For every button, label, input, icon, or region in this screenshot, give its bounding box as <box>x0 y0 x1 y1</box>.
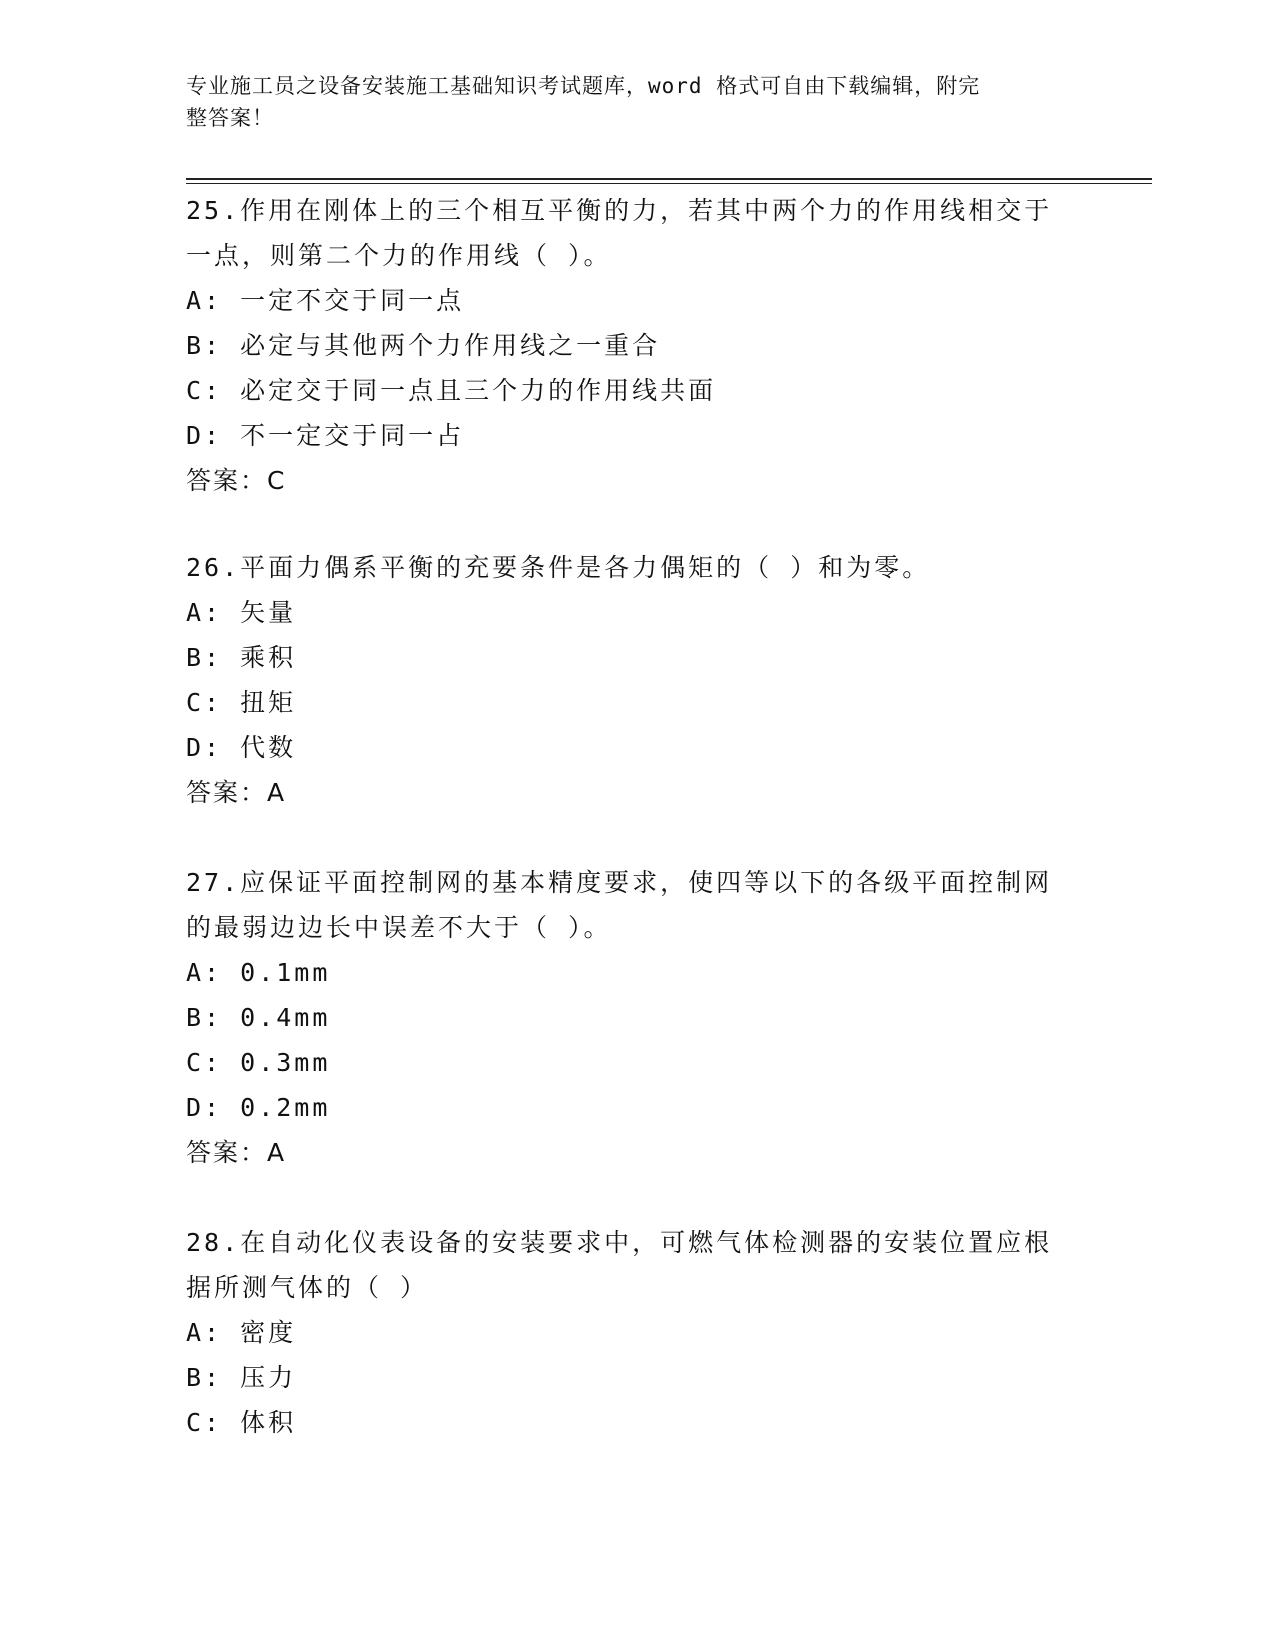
option-a: A: 一定不交于同一点 <box>186 286 465 315</box>
option-b: B: 乘积 <box>186 643 297 672</box>
option-d: D: 代数 <box>186 733 297 762</box>
question-stem-line-1: 26.平面力偶系平衡的充要条件是各力偶矩的（ ）和为零。 <box>186 553 931 582</box>
question-25 <box>186 188 1086 503</box>
option-b: B: 必定与其他两个力作用线之一重合 <box>186 331 661 360</box>
question-stem-line-2: 据所测气体的（ ） <box>186 1273 429 1302</box>
option-a: A: 0.1mm <box>186 958 331 987</box>
answer: 答案：A <box>186 1138 287 1167</box>
question-28 <box>186 1220 1086 1445</box>
question-stem-line-1: 27.应保证平面控制网的基本精度要求，使四等以下的各级平面控制网 <box>186 868 1053 897</box>
option-a: A: 矢量 <box>186 598 297 627</box>
option-a: A: 密度 <box>186 1318 297 1347</box>
option-d: D: 不一定交于同一占 <box>186 421 465 450</box>
option-c: C: 扭矩 <box>186 688 297 717</box>
option-b: B: 压力 <box>186 1363 297 1392</box>
question-stem-line-2: 一点，则第二个力的作用线（ ）。 <box>186 241 612 270</box>
option-c: C: 体积 <box>186 1408 297 1437</box>
header-line-2: 整答案！ <box>186 106 274 130</box>
header-divider-thin <box>186 183 1152 184</box>
document-header <box>186 70 1066 134</box>
question-stem-line-2: 的最弱边边长中误差不大于（ ）。 <box>186 913 612 942</box>
answer: 答案：A <box>186 778 287 807</box>
question-stem-line-1: 25.作用在刚体上的三个相互平衡的力，若其中两个力的作用线相交于 <box>186 196 1053 225</box>
header-divider-thick <box>186 178 1152 180</box>
answer: 答案：C <box>186 466 287 495</box>
option-c: C: 必定交于同一点且三个力的作用线共面 <box>186 376 717 405</box>
header-line-1: 专业施工员之设备安装施工基础知识考试题库，word 格式可自由下载编辑，附完 <box>186 74 981 98</box>
question-stem-line-1: 28.在自动化仪表设备的安装要求中，可燃气体检测器的安装位置应根 <box>186 1228 1053 1257</box>
option-c: C: 0.3mm <box>186 1048 331 1077</box>
question-26 <box>186 545 1086 815</box>
option-b: B: 0.4mm <box>186 1003 331 1032</box>
option-d: D: 0.2mm <box>186 1093 331 1122</box>
question-27 <box>186 860 1086 1175</box>
